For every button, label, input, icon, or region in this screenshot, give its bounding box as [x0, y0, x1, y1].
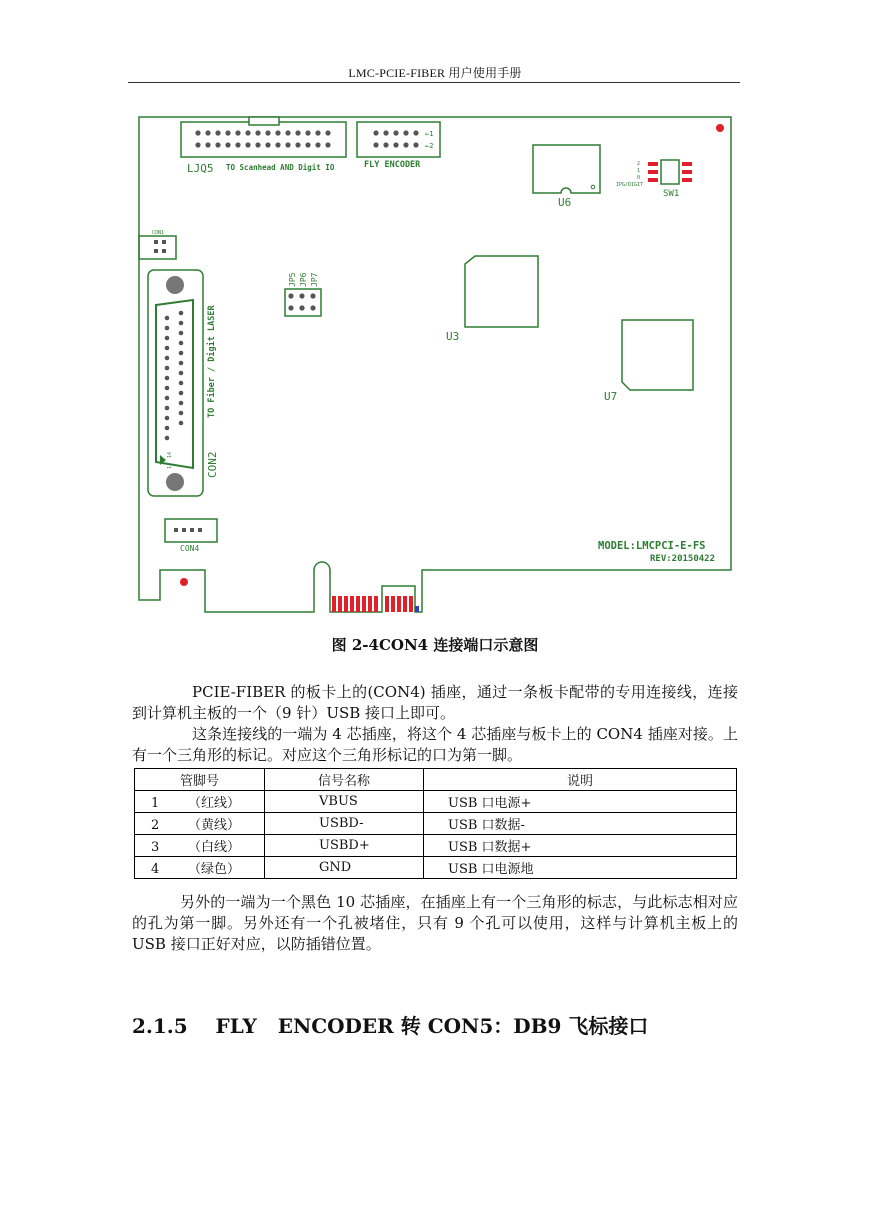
desc-cell: USB 口电源+ [424, 791, 737, 813]
page-header: LMC-PCIE-FIBER 用户使用手册 [348, 66, 522, 80]
pin-number: 4 [151, 862, 160, 877]
signal-cell: USBD+ [265, 835, 424, 857]
pcie-gold-fingers [332, 596, 413, 612]
pin-number: 3 [151, 840, 160, 855]
pcie-key-marker [415, 606, 419, 612]
red-dot-bottom-left [180, 578, 188, 586]
con1-label: CON1 [152, 230, 165, 236]
jumper-block [285, 289, 321, 316]
sw1-pads [648, 162, 692, 182]
table-row [135, 835, 737, 857]
con1-pins [154, 240, 166, 253]
header-desc: 说明 [424, 769, 737, 791]
table-row [135, 813, 737, 835]
sw1-label-2: 2 [637, 161, 641, 167]
sw1-label-0: 0 [637, 175, 641, 181]
jp6-label: JP6 [299, 272, 308, 287]
pin-table [134, 768, 737, 879]
fly-encoder-header [357, 122, 440, 157]
signal-cell: GND [265, 857, 424, 879]
jumper-pins [288, 293, 315, 310]
con4-label: CON4 [180, 544, 200, 553]
con1-connector [139, 236, 176, 259]
model-label: MODEL:LMCPCI-E-FS [598, 540, 706, 552]
paragraph-1: PCIE-FIBER 的板卡上的(CON4) 插座，通过一条板卡配带的专用连接线，连接到计算机主板的一个（9 针）USB 接口上即可。 [132, 683, 738, 722]
con2-mount-hole-top [166, 276, 184, 294]
fly-encoder-label: FLY ENCODER [364, 160, 421, 170]
rev-label: REV:20150422 [650, 554, 716, 564]
board-outline [139, 117, 731, 612]
pin-cell [135, 791, 265, 813]
jp7-label: JP7 [310, 272, 319, 287]
u6-label: U6 [558, 196, 572, 209]
con2-pins [165, 311, 184, 441]
desc-cell: USB 口数据- [424, 813, 737, 835]
con2-label: CON2 [206, 451, 219, 478]
desc-cell: USB 口数据+ [424, 835, 737, 857]
u6-pin1-dot [591, 185, 595, 189]
pin-number: 1 [151, 796, 160, 811]
paragraph-2: 这条连接线的一端为 4 芯插座，将这个 4 芯插座与板卡上的 CON4 插座对接。上有一个三角形的标记。对应这个三角形标记的口为第一脚。 [132, 725, 738, 764]
ljq5-label: LJQ5 [187, 162, 214, 175]
section-number: 2.1.5 [132, 1014, 188, 1038]
table-row [135, 857, 737, 879]
wire-color: （白线） [188, 840, 241, 855]
section-title: FLY ENCODER 转 CON5：DB9 飞标接口 [215, 1014, 649, 1038]
u6-chip [533, 145, 600, 193]
wire-color: （红线） [188, 796, 241, 811]
desc-cell: USB 口电源地 [424, 857, 737, 879]
ljq5-desc: TO Scanhead AND Digit IO [226, 163, 335, 172]
jp5-label: JP5 [288, 272, 297, 287]
ljq5-pins [195, 130, 330, 147]
pin-cell [135, 835, 265, 857]
pin-number: 2 [151, 818, 160, 833]
sw1-label-1: 1 [637, 168, 641, 174]
u7-chip [622, 320, 693, 390]
red-dot-top-right [716, 124, 724, 132]
u3-label: U3 [446, 330, 460, 343]
signal-cell: VBUS [265, 791, 424, 813]
fly-encoder-pin2: ←2 [425, 142, 434, 150]
section-heading [132, 1010, 648, 1039]
con2-pin14-label: 14 [167, 451, 173, 458]
signal-cell: USBD- [265, 813, 424, 835]
header-signal: 信号名称 [265, 769, 424, 791]
sw1-switch [661, 160, 679, 184]
u7-label: U7 [604, 390, 618, 403]
paragraph-3: 另外的一端为一个黑色 10 芯插座，在插座上有一个三角形的标志，与此标志相对应的孔为第一脚。另外还有一个孔被堵住，只有 9 个孔可以使用，这样与计算机主板上的 USB 接口正好对应，以防插错位置。 [132, 893, 738, 953]
wire-color: （绿色） [188, 862, 241, 877]
figure-caption: 图 2-4CON4 连接端口示意图 [331, 636, 539, 654]
sw1-label: SW1 [663, 189, 680, 199]
fly-encoder-pins [373, 130, 418, 147]
u3-chip [465, 256, 538, 327]
table-row [135, 791, 737, 813]
header-pin: 管脚号 [135, 769, 265, 791]
pin-cell [135, 857, 265, 879]
con2-shell [156, 300, 193, 468]
con2-pin1-label: 1 [167, 465, 173, 469]
wire-color: （黄线） [188, 818, 241, 833]
con4-pins [174, 528, 202, 532]
ljq5-key [249, 117, 279, 125]
sw1-label-mode: IPG/DIGIT [616, 182, 644, 188]
con2-desc: TO Fiber / Digit LASER [207, 305, 217, 418]
table-header-row [135, 769, 737, 791]
fly-encoder-pin1: ←1 [425, 130, 434, 138]
con2-mount-hole-bottom [166, 473, 184, 491]
pin-cell [135, 813, 265, 835]
ljq5-header [181, 122, 346, 157]
